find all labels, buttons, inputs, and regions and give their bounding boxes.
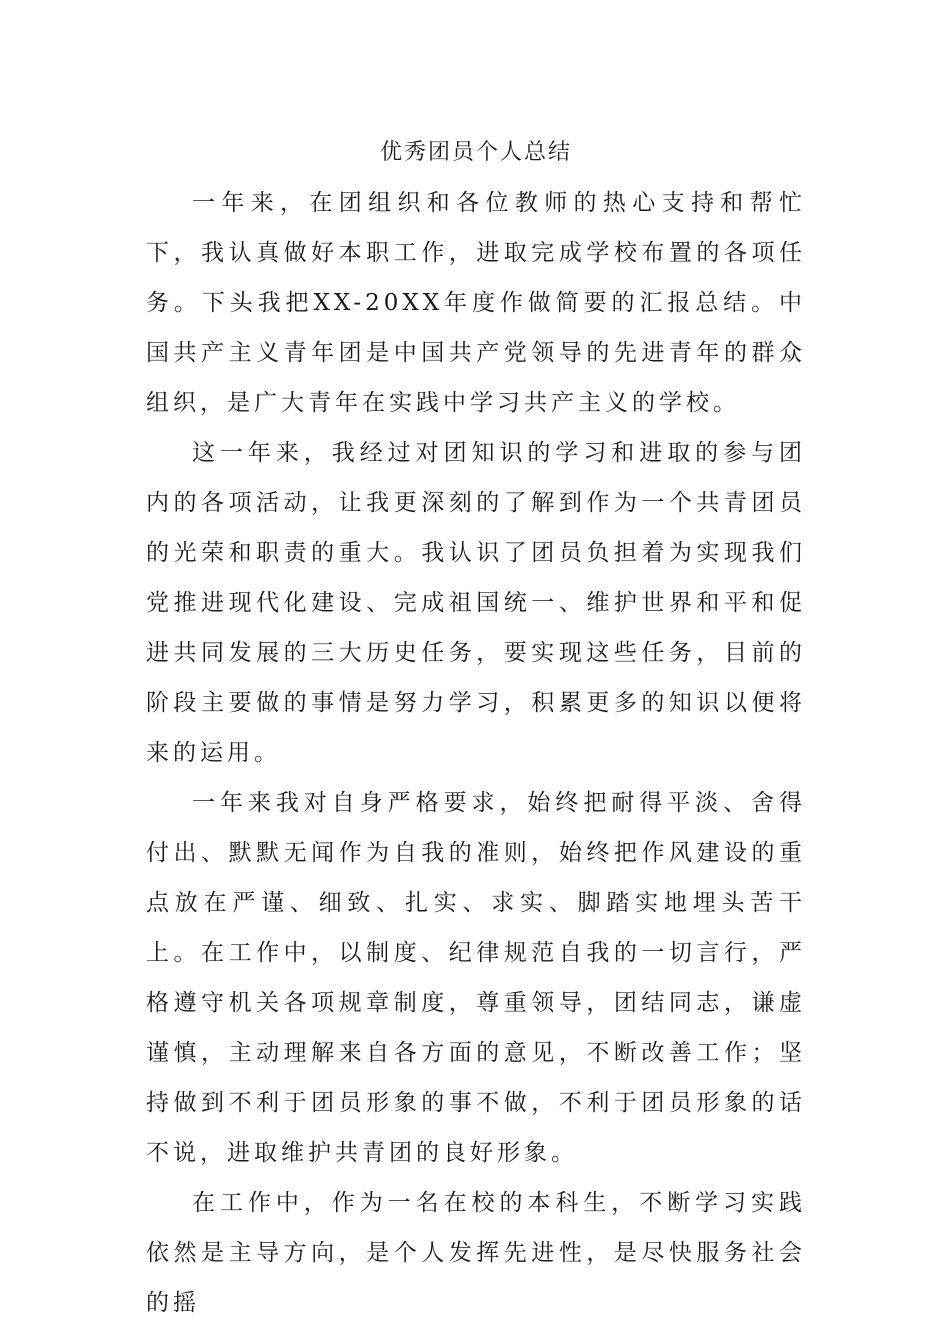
- paragraph-1: 一年来，在团组织和各位教师的热心支持和帮忙下，我认真做好本职工作，进取完成学校布置的各项任务。下头我把XX-20XX年度作做简要的汇报总结。中国共产主义青年团是中国共产党领导的先进青年的群众组织，是广大青年在实践中学习共产主义的学校。: [146, 190, 806, 416]
- paragraph-2: 这一年来，我经过对团知识的学习和进取的参与团内的各项活动，让我更深刻的了解到作为一个共青团员的光荣和职责的重大。我认识了团员负担着为实现我们党推进现代化建设、完成祖国统一、维护世界和平和促进共同发展的三大历史任务，要实现这些任务，目前的阶段主要做的事情是努力学习，积累更多的知识以便将来的运用。: [146, 440, 806, 766]
- document-title: 优秀团员个人总结: [379, 140, 572, 165]
- paragraph-4: 在工作中，作为一名在校的本科生，不断学习实践依然是主导方向，是个人发挥先进性，是尽快服务社会的摇: [146, 1190, 806, 1316]
- paragraph-3: 一年来我对自身严格要求，始终把耐得平淡、舍得付出、默默无闻作为自我的准则，始终把作风建设的重点放在严谨、细致、扎实、求实、脚踏实地埋头苦干上。在工作中，以制度、纪律规范自我的一切言行，严格遵守机关各项规章制度，尊重领导，团结同志，谦虚谨慎，主动理解来自各方面的意见，不断改善工作；坚持做到不利于团员形象的事不做，不利于团员形象的话不说，进取维护共青团的良好形象。: [146, 790, 806, 1166]
- document-body: [146, 128, 806, 1328]
